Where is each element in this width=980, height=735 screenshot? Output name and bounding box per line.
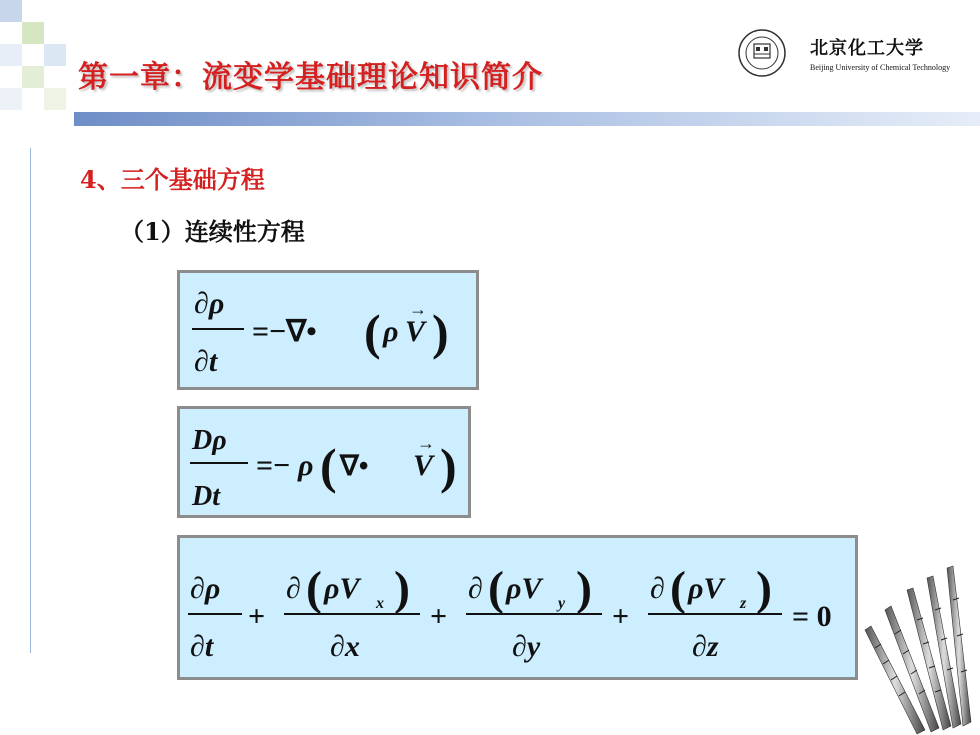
svg-text:): ) [756, 562, 772, 615]
svg-text:∂ρ: ∂ρ [190, 572, 221, 605]
svg-text:): ) [432, 304, 449, 360]
svg-text:∂: ∂ [650, 572, 665, 605]
equation-box-2 [177, 406, 471, 518]
svg-text:ρ: ρ [383, 315, 399, 348]
equation-3 [180, 538, 861, 683]
university-seal-icon [737, 28, 787, 78]
svg-text:y: y [558, 595, 566, 612]
svg-text:): ) [440, 438, 457, 494]
svg-text:ρV: ρV [688, 572, 724, 605]
svg-text:(: ( [364, 304, 381, 360]
university-name-cn: 北京化工大学 [810, 38, 924, 59]
university-name-en: Beijing University of Chemical Technology [810, 63, 951, 72]
svg-text:Dt: Dt [192, 481, 220, 512]
svg-text:∂y: ∂y [512, 630, 541, 663]
svg-text:(: ( [488, 562, 504, 615]
svg-text:ρV: ρV [506, 572, 542, 605]
section-heading: 4、三个基础方程 [80, 165, 265, 194]
equation-1 [180, 273, 482, 393]
svg-text:ρV: ρV [324, 572, 360, 605]
svg-text:ρ: ρ [298, 449, 314, 482]
svg-text:(: ( [320, 438, 337, 494]
svg-text:∂: ∂ [468, 572, 483, 605]
svg-text:∂ρ: ∂ρ [194, 287, 225, 320]
svg-text:+: + [612, 600, 630, 633]
equation-box-1 [177, 270, 479, 390]
svg-text:∂z: ∂z [692, 630, 719, 663]
svg-text:x: x [376, 595, 384, 612]
equation-box-3 [177, 535, 858, 680]
svg-text:V: V [413, 449, 434, 482]
svg-text:Dρ: Dρ [192, 425, 227, 456]
left-vertical-rule [30, 148, 31, 653]
subsection-heading: （1）连续性方程 [120, 217, 305, 246]
svg-text:∂t: ∂t [190, 630, 214, 663]
svg-text:= 0: = 0 [792, 600, 832, 633]
svg-text:∂t: ∂t [194, 345, 218, 378]
svg-text:∇•: ∇• [340, 451, 369, 482]
svg-text:V: V [405, 315, 426, 348]
svg-text:∂x: ∂x [330, 630, 360, 663]
svg-text:=−∇•: =−∇• [252, 315, 317, 348]
svg-text:→: → [409, 299, 427, 319]
svg-text:z: z [740, 595, 747, 612]
equation-2 [180, 409, 474, 521]
svg-text:(: ( [306, 562, 322, 615]
svg-text:+: + [430, 600, 448, 633]
svg-text:): ) [576, 562, 592, 615]
title-underline-bar [74, 112, 980, 126]
svg-text:∂: ∂ [286, 572, 301, 605]
svg-text:(: ( [670, 562, 686, 615]
svg-text:=−: =− [256, 449, 291, 482]
svg-text:+: + [248, 600, 266, 633]
slide-title: 第一章：流变学基础理论知识简介 [78, 60, 543, 95]
svg-text:→: → [417, 433, 435, 453]
extruder-screws-decoration [855, 560, 980, 735]
svg-text:): ) [394, 562, 410, 615]
